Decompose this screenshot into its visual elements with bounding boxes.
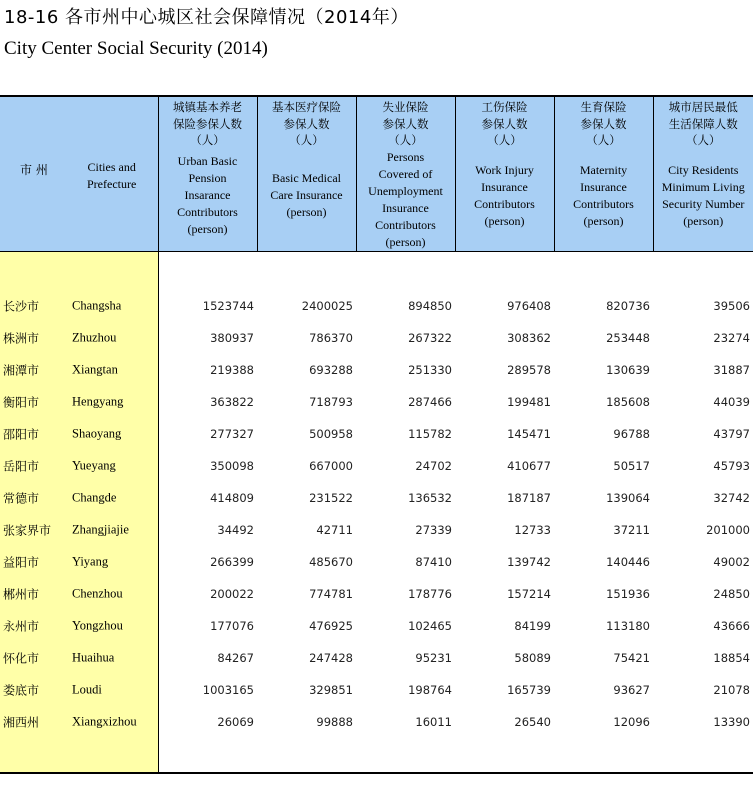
header-cn-line: （人） xyxy=(190,133,225,147)
value-cell: 49002 xyxy=(713,555,750,569)
value-cell: 115782 xyxy=(408,427,452,441)
header-cn-line: （人） xyxy=(686,133,721,147)
city-name-en: Changsha xyxy=(72,298,122,313)
value-cell: 42711 xyxy=(316,523,353,537)
header-en-line: Insurance xyxy=(580,179,627,194)
value-cell: 500958 xyxy=(309,427,353,441)
header-en-line: Covered of xyxy=(378,166,433,181)
header-col-medical xyxy=(257,96,356,252)
city-name-cn: 邵阳市 xyxy=(3,427,40,442)
header-col-pension xyxy=(158,96,257,252)
value-cell: 102465 xyxy=(408,619,452,633)
table-row xyxy=(0,354,753,386)
value-cell: 58089 xyxy=(514,651,551,665)
header-cn-line: 城市居民最低 xyxy=(668,100,738,114)
header-cn-line: 工伤保险 xyxy=(481,100,528,114)
city-name-cn: 怀化市 xyxy=(3,651,40,666)
city-name-en: Changde xyxy=(72,490,117,505)
value-cell: 476925 xyxy=(309,619,353,633)
header-en-line: Care Insurance xyxy=(270,187,343,202)
value-cell: 251330 xyxy=(408,363,452,377)
value-cell: 18854 xyxy=(713,651,750,665)
value-cell: 31887 xyxy=(713,363,750,377)
value-cell: 308362 xyxy=(507,331,551,345)
city-name-cn: 郴州市 xyxy=(3,587,40,602)
city-name-cn: 永州市 xyxy=(3,619,40,634)
value-cell: 21078 xyxy=(713,683,750,697)
page-title-en: City Center Social Security (2014) xyxy=(4,38,268,59)
value-cell: 1523744 xyxy=(202,299,254,313)
table-row xyxy=(0,386,753,418)
header-col-maternity xyxy=(554,96,653,252)
city-name-cn: 张家界市 xyxy=(3,523,52,538)
header-col-unemployment xyxy=(356,96,455,252)
header-en-line: (person) xyxy=(484,213,525,228)
value-cell: 84199 xyxy=(514,619,551,633)
value-cell: 267322 xyxy=(408,331,452,345)
city-name-en: Hengyang xyxy=(72,394,124,409)
table-row xyxy=(0,642,753,674)
value-cell: 44039 xyxy=(713,395,750,409)
table-row xyxy=(0,706,753,738)
city-name-en: Yueyang xyxy=(72,458,116,473)
header-en-line: Contributors xyxy=(474,196,535,211)
value-cell: 139064 xyxy=(606,491,650,505)
value-cell: 23274 xyxy=(713,331,750,345)
value-cell: 12096 xyxy=(613,715,650,729)
empty-cell xyxy=(554,738,653,773)
table-row xyxy=(0,290,753,322)
city-name-en: Xiangtan xyxy=(72,362,118,377)
header-en-line: Pension xyxy=(188,170,227,185)
value-cell: 24850 xyxy=(713,587,750,601)
value-cell: 414809 xyxy=(210,491,254,505)
header-cn-line: 参保人数 xyxy=(481,116,528,131)
table-bottom-row xyxy=(0,738,753,773)
value-cell: 39506 xyxy=(713,299,750,313)
city-name-en: Xiangxizhou xyxy=(72,714,137,729)
value-cell: 43797 xyxy=(713,427,750,441)
header-cn-line: 生育保险 xyxy=(580,100,627,114)
header-cn-line: 生活保障人数 xyxy=(668,116,738,131)
table-body xyxy=(0,252,753,774)
city-name-en: Zhangjiajie xyxy=(72,522,129,537)
header-cn-line: 参保人数 xyxy=(580,116,627,131)
value-cell: 774781 xyxy=(309,587,353,601)
value-cell: 289578 xyxy=(507,363,551,377)
city-cell xyxy=(0,322,158,354)
value-cell: 350098 xyxy=(210,459,254,473)
header-en-line: Work Injury xyxy=(475,162,534,177)
city-cell xyxy=(0,418,158,450)
value-cell: 45793 xyxy=(713,459,750,473)
table-row xyxy=(0,674,753,706)
city-cell xyxy=(0,642,158,674)
header-en-line: City Residents xyxy=(668,162,739,177)
value-cell: 485670 xyxy=(309,555,353,569)
city-name-cn: 湘西州 xyxy=(3,715,40,730)
value-cell: 136532 xyxy=(408,491,452,505)
value-cell: 151936 xyxy=(606,587,650,601)
value-cell: 75421 xyxy=(613,651,650,665)
value-cell: 287466 xyxy=(408,395,452,409)
value-cell: 199481 xyxy=(507,395,551,409)
city-name-cn: 长沙市 xyxy=(3,299,40,314)
table-row xyxy=(0,546,753,578)
city-cell xyxy=(0,354,158,386)
empty-cell xyxy=(653,738,753,773)
header-cn-line: 参保人数 xyxy=(382,116,429,131)
value-cell: 667000 xyxy=(309,459,353,473)
value-cell: 187187 xyxy=(507,491,551,505)
value-cell: 820736 xyxy=(606,299,650,313)
header-en-line: Maternity xyxy=(579,162,628,177)
table-spacer-row xyxy=(0,252,753,291)
header-en-line: Contributors xyxy=(177,204,238,219)
value-cell: 140446 xyxy=(606,555,650,569)
table-row xyxy=(0,610,753,642)
value-cell: 26540 xyxy=(514,715,551,729)
value-cell: 32742 xyxy=(713,491,750,505)
value-cell: 277327 xyxy=(210,427,254,441)
value-cell: 266399 xyxy=(210,555,254,569)
value-cell: 96788 xyxy=(613,427,650,441)
header-en-line: Insarance xyxy=(184,187,231,202)
table-row xyxy=(0,482,753,514)
value-cell: 87410 xyxy=(415,555,452,569)
value-cell: 198764 xyxy=(408,683,452,697)
header-en-line: Unemployment xyxy=(368,183,443,198)
value-cell: 185608 xyxy=(606,395,650,409)
header-cn-line: 参保人数 xyxy=(283,116,330,131)
value-cell: 16011 xyxy=(415,715,452,729)
empty-cell xyxy=(158,738,257,773)
header-city-en xyxy=(87,159,136,193)
header-en-line: Insurance xyxy=(481,179,528,194)
city-name-cn: 岳阳市 xyxy=(3,459,40,474)
value-cell: 200022 xyxy=(210,587,254,601)
header-cn-line: 保险参保人数 xyxy=(173,116,242,131)
value-cell: 894850 xyxy=(408,299,452,313)
value-cell: 113180 xyxy=(606,619,650,633)
city-cell xyxy=(0,386,158,418)
value-cell: 410677 xyxy=(507,459,551,473)
value-cell: 178776 xyxy=(408,587,452,601)
city-name-en: Huaihua xyxy=(72,650,115,665)
value-cell: 718793 xyxy=(309,395,353,409)
value-cell: 693288 xyxy=(309,363,353,377)
value-cell: 50517 xyxy=(613,459,650,473)
header-cn-line: 城镇基本养老 xyxy=(173,100,242,114)
city-cell xyxy=(0,706,158,738)
value-cell: 26069 xyxy=(217,715,254,729)
empty-cell xyxy=(455,738,554,773)
value-cell: 139742 xyxy=(507,555,551,569)
header-cn-line: 失业保险 xyxy=(382,100,429,114)
value-cell: 27339 xyxy=(415,523,452,537)
city-cell xyxy=(0,514,158,546)
city-cell xyxy=(0,290,158,322)
value-cell: 976408 xyxy=(507,299,551,313)
empty-cell xyxy=(356,738,455,773)
city-name-cn: 益阳市 xyxy=(3,555,40,570)
city-name-en: Yiyang xyxy=(72,554,109,569)
city-cell xyxy=(0,546,158,578)
table-row xyxy=(0,418,753,450)
value-cell: 2400025 xyxy=(301,299,353,313)
header-col-work-injury xyxy=(455,96,554,252)
value-cell: 95231 xyxy=(415,651,452,665)
city-cell xyxy=(0,482,158,514)
page-title-cn: 18-16 各市州中心城区社会保障情况（2014年） xyxy=(4,7,409,28)
header-city-en-line: Prefecture xyxy=(87,177,137,191)
city-name-cn: 娄底市 xyxy=(3,683,40,698)
city-name-en: Chenzhou xyxy=(72,586,123,601)
header-cn-line: （人） xyxy=(586,133,621,147)
header-city xyxy=(0,96,158,252)
value-cell: 247428 xyxy=(309,651,353,665)
header-en-line: Security Number xyxy=(662,196,745,211)
header-cn-line: 基本医疗保险 xyxy=(272,100,341,114)
header-en-line: (person) xyxy=(683,213,724,228)
value-cell: 13390 xyxy=(713,715,750,729)
city-name-en: Loudi xyxy=(72,682,102,697)
value-cell: 165739 xyxy=(507,683,551,697)
header-cn-line: （人） xyxy=(388,133,423,147)
value-cell: 99888 xyxy=(316,715,353,729)
value-cell: 363822 xyxy=(210,395,254,409)
header-en-line: Contributors xyxy=(573,196,634,211)
value-cell: 34492 xyxy=(217,523,254,537)
city-name-en: Shaoyang xyxy=(72,426,122,441)
header-en-line: Urban Basic xyxy=(177,153,238,168)
value-cell: 329851 xyxy=(309,683,353,697)
header-en-line: Minimum Living xyxy=(661,179,745,194)
header-en-line: Contributors xyxy=(375,217,436,232)
value-cell: 253448 xyxy=(606,331,650,345)
value-cell: 219388 xyxy=(210,363,254,377)
city-cell xyxy=(0,674,158,706)
value-cell: 231522 xyxy=(309,491,353,505)
value-cell: 84267 xyxy=(217,651,254,665)
value-cell: 157214 xyxy=(507,587,551,601)
city-cell xyxy=(0,578,158,610)
city-cell xyxy=(0,610,158,642)
header-cn-line: （人） xyxy=(289,133,324,147)
value-cell: 130639 xyxy=(606,363,650,377)
header-en-line: (person) xyxy=(385,234,426,249)
city-name-cn: 株洲市 xyxy=(3,331,40,346)
value-cell: 201000 xyxy=(706,523,750,537)
value-cell: 12733 xyxy=(514,523,551,537)
city-name-en: Zhuzhou xyxy=(72,330,117,345)
city-name-cn: 常德市 xyxy=(3,491,40,506)
header-col-minimum-living xyxy=(653,96,753,252)
empty-cell xyxy=(257,738,356,773)
header-cn-line: （人） xyxy=(487,133,522,147)
city-name-en: Yongzhou xyxy=(72,618,123,633)
table-row xyxy=(0,450,753,482)
value-cell: 177076 xyxy=(210,619,254,633)
social-security-table xyxy=(0,95,753,774)
yellow-cell xyxy=(0,252,158,291)
value-cell: 24702 xyxy=(415,459,452,473)
header-city-en-line: Cities and xyxy=(87,160,136,174)
value-cell: 145471 xyxy=(507,427,551,441)
value-cell: 1003165 xyxy=(202,683,254,697)
city-name-cn: 衡阳市 xyxy=(3,395,40,410)
city-cell xyxy=(0,450,158,482)
header-en-line: Basic Medical xyxy=(272,170,341,185)
city-name-cn: 湘潭市 xyxy=(3,363,40,378)
header-city-cn: 市 州 xyxy=(20,163,48,177)
value-cell: 43666 xyxy=(713,619,750,633)
header-en-line: (person) xyxy=(187,221,228,236)
value-cell: 37211 xyxy=(613,523,650,537)
yellow-cell xyxy=(0,738,158,773)
table-header-row xyxy=(0,96,753,252)
table-row xyxy=(0,578,753,610)
header-en-line: (person) xyxy=(286,204,327,219)
table-row xyxy=(0,322,753,354)
header-en-line: (person) xyxy=(583,213,624,228)
header-en-line: Persons xyxy=(386,149,425,164)
value-cell: 786370 xyxy=(309,331,353,345)
header-en-line: Insurance xyxy=(382,200,429,215)
value-cell: 380937 xyxy=(210,331,254,345)
value-cell: 93627 xyxy=(613,683,650,697)
table-row xyxy=(0,514,753,546)
